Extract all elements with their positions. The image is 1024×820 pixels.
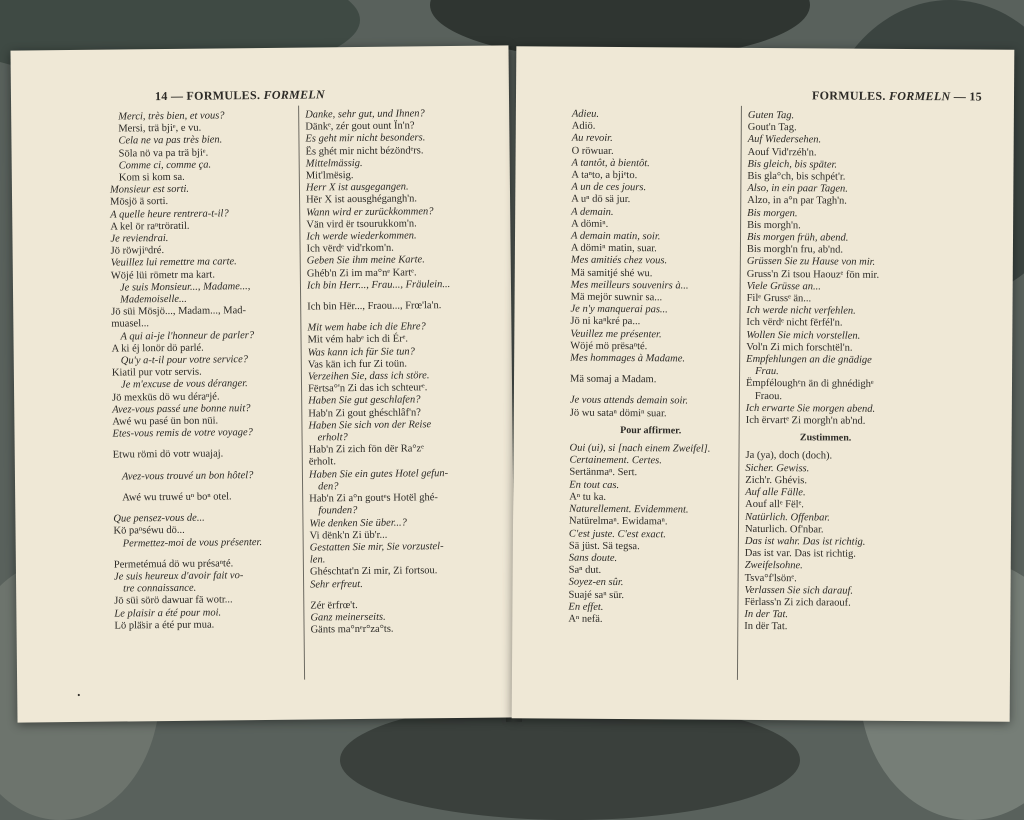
pronunciation-line: A kel ör raⁿtröratil. xyxy=(110,220,190,233)
phrase-line: Cela ne va pas très bien. xyxy=(118,134,223,147)
pronunciation-line: Awé wu pasé ün bon nüi. xyxy=(112,415,219,428)
left-page xyxy=(10,45,515,722)
french-column xyxy=(109,110,296,633)
pronunciation-line: Mösjö ä sorti. xyxy=(110,196,169,209)
phrase-line: Ich werde nicht verfehlen. xyxy=(746,305,856,317)
phrase-line: erholt? xyxy=(317,432,348,444)
pronunciation-line: Mit'lmësig. xyxy=(305,170,354,182)
pronunciation-line: Jö süi sörö dawuar fä wotr... xyxy=(114,594,233,607)
pronunciation-line: Etwu römi dö votr wuajaj. xyxy=(112,448,224,462)
pronunciation-line: Fraou. xyxy=(754,390,783,402)
pronunciation-line: O röwuar. xyxy=(571,145,614,157)
pronunciation-line: Ghéschtat'n Zi mir, Zi fortsou. xyxy=(309,565,438,578)
phrase-line: Wie denken Sie über...? xyxy=(309,517,407,530)
phrase-line: En effet. xyxy=(568,601,604,613)
pronunciation-line: Hab'n Zi zich fön dër Ra°zᵉ xyxy=(308,443,424,456)
pronunciation-line: Tsva°f'lsönᵉ. xyxy=(744,572,797,584)
pronunciation-line: A dömiⁿ matin, suar. xyxy=(570,242,657,255)
pronunciation-line: A dömiⁿ. xyxy=(571,218,609,230)
phrase-line: Wollen Sie mich vorstellen. xyxy=(746,329,861,342)
pronunciation-line: Vän vird ër tsourukkom'n. xyxy=(306,218,417,231)
pronunciation-line: Wöjé lüi römetr ma kart. xyxy=(110,269,216,282)
column-divider xyxy=(737,106,742,680)
phrase-line: founden? xyxy=(318,505,358,517)
phrase-line: Zweifelsohne. xyxy=(744,560,803,572)
right-header-title: FORMULES. xyxy=(811,88,886,103)
phrase-line: Also, in ein paar Tagen. xyxy=(747,183,848,195)
phrase-line: Verlassen Sie sich darauf. xyxy=(744,584,854,597)
pronunciation-line: Vas kän ich fur Zi toün. xyxy=(307,358,408,371)
pronunciation-line: Aouf allᵉ Fëlᵉ. xyxy=(745,499,804,511)
phrase-line: Wann wird er zurückkommen? xyxy=(306,205,434,219)
phrase-line: Mademoiselle... xyxy=(120,293,187,306)
phrase-line: Permettez-moi de vous présenter. xyxy=(122,536,263,549)
pronunciation-line: Kom si kom sa. xyxy=(118,171,185,184)
pronunciation-line: Bis morgh'n. xyxy=(747,219,801,232)
phrase-line: Ich werde wiederkommen. xyxy=(306,230,417,243)
pronunciation-line: Kiatil pur votr servis. xyxy=(111,366,202,379)
pronunciation-line: Lö plä̈sir a été pur mua. xyxy=(114,619,215,632)
pronunciation-line: Gruss'n Zi tsou Haouzᵉ fön mir. xyxy=(746,268,880,281)
pronunciation-line: A taⁿto, a bjiᵉto. xyxy=(571,169,638,182)
phrase-line: Gestatten Sie mir, Sie vorzustel- xyxy=(309,541,444,554)
phrase-line: Ich erwarte Sie morgen abend. xyxy=(745,402,876,415)
pronunciation-line: Ghéb'n Zi im ma°nᵉ Kartᵉ. xyxy=(306,267,417,280)
pronunciation-line: Kö paⁿséwu dö... xyxy=(113,525,185,537)
phrase-line: Haben Sie sich von der Reise xyxy=(308,419,432,432)
phrase-line: Empfehlungen an die gnädige xyxy=(746,353,872,366)
pronunciation-line: Ich vërdᵉ nicht fërfél'n. xyxy=(746,317,843,330)
phrase-line: Je reviendrai. xyxy=(110,233,169,245)
phrase-line: C'est juste. C'est exact. xyxy=(568,528,666,540)
pronunciation-line: Suajé saⁿ sür. xyxy=(568,589,625,601)
phrase-line: Bis gleich, bis später. xyxy=(747,158,838,171)
column-divider xyxy=(298,106,305,680)
phrase-line: Veuillez lui remettre ma carte. xyxy=(110,256,237,270)
phrase-line: Mes amitiés chez vous. xyxy=(570,255,668,267)
phrase-line: Das ist wahr. Das ist richtig. xyxy=(744,535,866,548)
pronunciation-line: A uⁿ dö sä jur. xyxy=(571,194,631,206)
pronunciation-line: Gout'n Tag. xyxy=(747,122,797,134)
pronunciation-line: Mä somaj a Madam. xyxy=(569,373,657,386)
pronunciation-line: Jö ni kaⁿkré pa... xyxy=(570,316,641,328)
left-page-header: 14 — FORMULES. FORMELN xyxy=(154,87,326,104)
german-column xyxy=(305,108,473,637)
phrase-line: Qu'y a-t-il pour votre service? xyxy=(120,354,249,367)
pronunciation-line: Hër X ist aousghégangh'n. xyxy=(306,193,418,206)
pronunciation-line: Das ist var. Das ist richtig. xyxy=(744,547,856,560)
phrase-line: Naturellement. Evidemment. xyxy=(569,503,689,516)
phrase-line: Geben Sie ihm meine Karte. xyxy=(306,254,425,267)
pronunciation-line: Jö wu sataⁿ dömiⁿ suar. xyxy=(569,407,667,419)
pronunciation-line: Sä jüst. Sä tegsa. xyxy=(568,540,640,552)
pronunciation-line: Söla nö va pa trä bjiᵉ. xyxy=(118,147,209,160)
pronunciation-line: Mit vém habᵉ ich di Érᵉ. xyxy=(307,333,409,346)
phrase-line: Soyez-en sûr. xyxy=(568,576,624,589)
phrase-line: Auf alle Fälle. xyxy=(745,486,806,499)
phrase-line: Herr X ist ausgegangen. xyxy=(305,181,409,194)
phrase-line: Merci, très bien, et vous? xyxy=(118,110,225,123)
pronunciation-line: Aouf Vid'rzéh'n. xyxy=(747,146,817,158)
phrase-line: Adieu. xyxy=(571,108,600,120)
phrase-line: Monsieur est sorti. xyxy=(109,183,190,196)
phrase-line: Grüssen Sie zu Hause von mir. xyxy=(746,256,876,269)
right-page-header: FORMULES. FORMELN — 15 xyxy=(811,88,983,104)
pronunciation-line: Ëmpféloughᵉn än di ghnédighᵉ xyxy=(745,378,874,391)
phrase-line: A demain matin, soir. xyxy=(570,230,661,243)
pronunciation-line: Hab'n Zi a°n goutᵉs Hotël ghé- xyxy=(309,492,438,505)
pronunciation-line: Ja (ya), doch (doch). xyxy=(745,450,833,462)
phrase-line: A qui ai-je l'honneur de parler? xyxy=(120,329,255,343)
phrase-line: Bis morgen früh, abend. xyxy=(746,231,849,244)
phrase-line: Je m'excuse de vous déranger. xyxy=(120,378,248,391)
phrase-line: Le plaisir a été pour moi. xyxy=(114,606,222,620)
pronunciation-line: muasel... xyxy=(111,318,150,331)
left-page-number: 14 xyxy=(154,88,168,104)
pronunciation-line: ërholt. xyxy=(308,456,337,469)
pronunciation-line: Mersi, trä bjiᵉ, e vu. xyxy=(118,122,202,135)
pronunciation-line: Vi dënk'n Zi üb'r... xyxy=(309,529,388,542)
pronunciation-line: A ki éj lonör dö parlé. xyxy=(111,342,204,355)
pronunciation-line: Ich bin Hër..., Fraou..., Frœ'la'n. xyxy=(307,300,442,313)
phrase-line: In der Tat. xyxy=(744,609,789,621)
french-column xyxy=(568,109,734,627)
phrase-line: Je n'y manquerai pas... xyxy=(570,303,668,316)
phrase-line: Frau. xyxy=(755,366,779,378)
pronunciation-line: Zér ërfrœ't. xyxy=(310,599,358,612)
pronunciation-line: Vol'n Zi mich forschtël'n. xyxy=(746,341,853,354)
phrase-line: Que pensez-vous de... xyxy=(113,512,205,525)
pronunciation-line: Jö süi Mösjö..., Madam..., Mad- xyxy=(111,305,247,318)
pronunciation-line: Adiö. xyxy=(571,120,596,133)
pronunciation-line: Permetémuá dö wu présaⁿté. xyxy=(113,558,234,571)
phrase-line: A quelle heure rentrera-t-il? xyxy=(110,207,229,221)
phrase-line: Es geht mir nicht besonders. xyxy=(305,132,426,145)
pronunciation-line: Bis morgh'n fru, ab'nd. xyxy=(746,244,844,256)
phrase-line: Je suis heureux d'avoir fait vo- xyxy=(113,570,244,583)
phrase-line: Ganz meinerseits. xyxy=(310,611,386,624)
right-header-title-italic: FORMELN xyxy=(888,88,951,104)
german-column xyxy=(744,110,908,635)
phrase-line: Comme ci, comme ça. xyxy=(118,159,212,172)
left-header-title-italic: FORMELN xyxy=(263,87,326,102)
right-page-number: 15 xyxy=(969,89,983,104)
phrase-line: Sehr erfreut. xyxy=(310,578,363,591)
phrase-line: Mes hommages à Madame. xyxy=(570,352,686,365)
phrase-line: Haben Sie gut geschlafen? xyxy=(308,394,421,407)
phrase-line: len. xyxy=(309,554,326,566)
pronunciation-line: Zich'r. Ghévis. xyxy=(745,474,808,487)
pronunciation-line: Filᵉ Grussᵉ än... xyxy=(746,292,812,305)
section-heading: Pour affirmer. xyxy=(620,424,682,437)
phrase-line: Haben Sie ein gutes Hotel gefun- xyxy=(308,467,449,481)
pronunciation-line: Fërlass'n Zi zich daraouf. xyxy=(744,596,851,609)
pronunciation-line: Awé wu truwé uⁿ boⁿ otel. xyxy=(122,491,232,504)
left-header-title: FORMULES. xyxy=(186,88,261,103)
pronunciation-line: Saⁿ dut. xyxy=(568,564,602,576)
pronunciation-line: Ich ërvartᵉ Zi morgh'n ab'nd. xyxy=(745,414,866,427)
pronunciation-line: Hab'n Zi gout ghéschlâf'n? xyxy=(308,407,421,420)
phrase-line: Au revoir. xyxy=(571,133,613,145)
phrase-line: Sicher. Gewiss. xyxy=(745,462,810,475)
section-heading: Zustimmen. xyxy=(799,432,852,444)
pronunciation-line: Dänkᵉ, zér gout ount Ïn'n? xyxy=(305,120,415,133)
phrase-line: Bis morgen. xyxy=(747,207,798,219)
phrase-line: Viele Grüsse an... xyxy=(746,280,821,293)
phrase-line: Guten Tag. xyxy=(747,109,795,122)
pronunciation-line: Sertänmaⁿ. Sert. xyxy=(569,467,638,479)
phrase-line: A un de ces jours. xyxy=(571,181,647,194)
pronunciation-line: Aⁿ tu ka. xyxy=(569,491,607,503)
phrase-line: Verzeihen Sie, dass ich störe. xyxy=(307,370,430,383)
phrase-line: Mes meilleurs souvenirs à... xyxy=(570,279,689,292)
phrase-line: Sans doute. xyxy=(568,552,618,564)
phrase-line: Auf Wiedersehen. xyxy=(747,134,822,146)
phrase-line: Natürlich. Offenbar. xyxy=(745,511,830,523)
phrase-line: Je vous attends demain soir. xyxy=(569,395,689,407)
phrase-line: En tout cas. xyxy=(569,479,620,491)
phrase-line: Danke, sehr gut, und Ihnen? xyxy=(305,108,425,121)
phrase-line: Mit wem habe ich die Ehre? xyxy=(307,321,426,334)
phrase-line: A tantôt, à bientôt. xyxy=(571,157,650,170)
right-page xyxy=(512,46,1015,721)
pronunciation-line: Mä samitjé shé wu. xyxy=(570,267,653,279)
phrase-line: den? xyxy=(318,481,339,493)
pronunciation-line: Fërtsa°'n Zi das ich schteurᵉ. xyxy=(308,382,428,395)
phrase-line: Oui (ui), si [nach einem Zweifel]. xyxy=(569,442,711,455)
pronunciation-line: Jö mexküs dö wu déraⁿjé. xyxy=(112,391,220,404)
pronunciation-line: Jö röwjiⁿdré. xyxy=(110,245,165,257)
phrase-line: Ich bin Herr..., Frau..., Fräulein... xyxy=(306,278,451,292)
pronunciation-line: Alzo, in a°n par Tagh'n. xyxy=(747,195,847,208)
pronunciation-line: Bis gla°ch, bis schpét'r. xyxy=(747,170,846,183)
phrase-line: Veuillez me présenter. xyxy=(570,328,662,340)
phrase-line: Certainement. Certes. xyxy=(569,454,662,467)
pronunciation-line: In dër Tat. xyxy=(744,621,788,633)
page-bullet: • xyxy=(77,689,81,700)
pronunciation-line: Ës ghét mir nicht bézöndᵉrs. xyxy=(305,144,424,158)
phrase-line: A demain. xyxy=(571,206,614,218)
pronunciation-line: Aⁿ nefä. xyxy=(568,613,603,625)
pronunciation-line: Mä mejör suwnir sa... xyxy=(570,291,663,304)
phrase-line: Avez-vous trouvé un bon hôtel? xyxy=(121,469,254,483)
phrase-line: tre connaissance. xyxy=(123,582,197,595)
phrase-line: Avez-vous passé une bonne nuit? xyxy=(112,403,251,416)
pronunciation-line: Natürelmaⁿ. Ewidamaⁿ. xyxy=(568,515,668,528)
phrase-line: Mittelmässig. xyxy=(305,157,363,170)
pronunciation-line: Gänts ma°nᵉr°za°ts. xyxy=(310,623,394,636)
pronunciation-line: Naturlich. Of'nbar. xyxy=(744,523,824,536)
phrase-line: Je suis Monsieur..., Madame..., xyxy=(119,280,251,294)
phrase-line: Etes-vous remis de votre voyage? xyxy=(112,427,253,440)
phrase-line: Was kann ich für Sie tun? xyxy=(307,346,415,359)
pronunciation-line: Ich vërdᵉ vid'rkom'n. xyxy=(306,242,394,255)
pronunciation-line: Wöjé mö prësaⁿté. xyxy=(570,340,648,353)
